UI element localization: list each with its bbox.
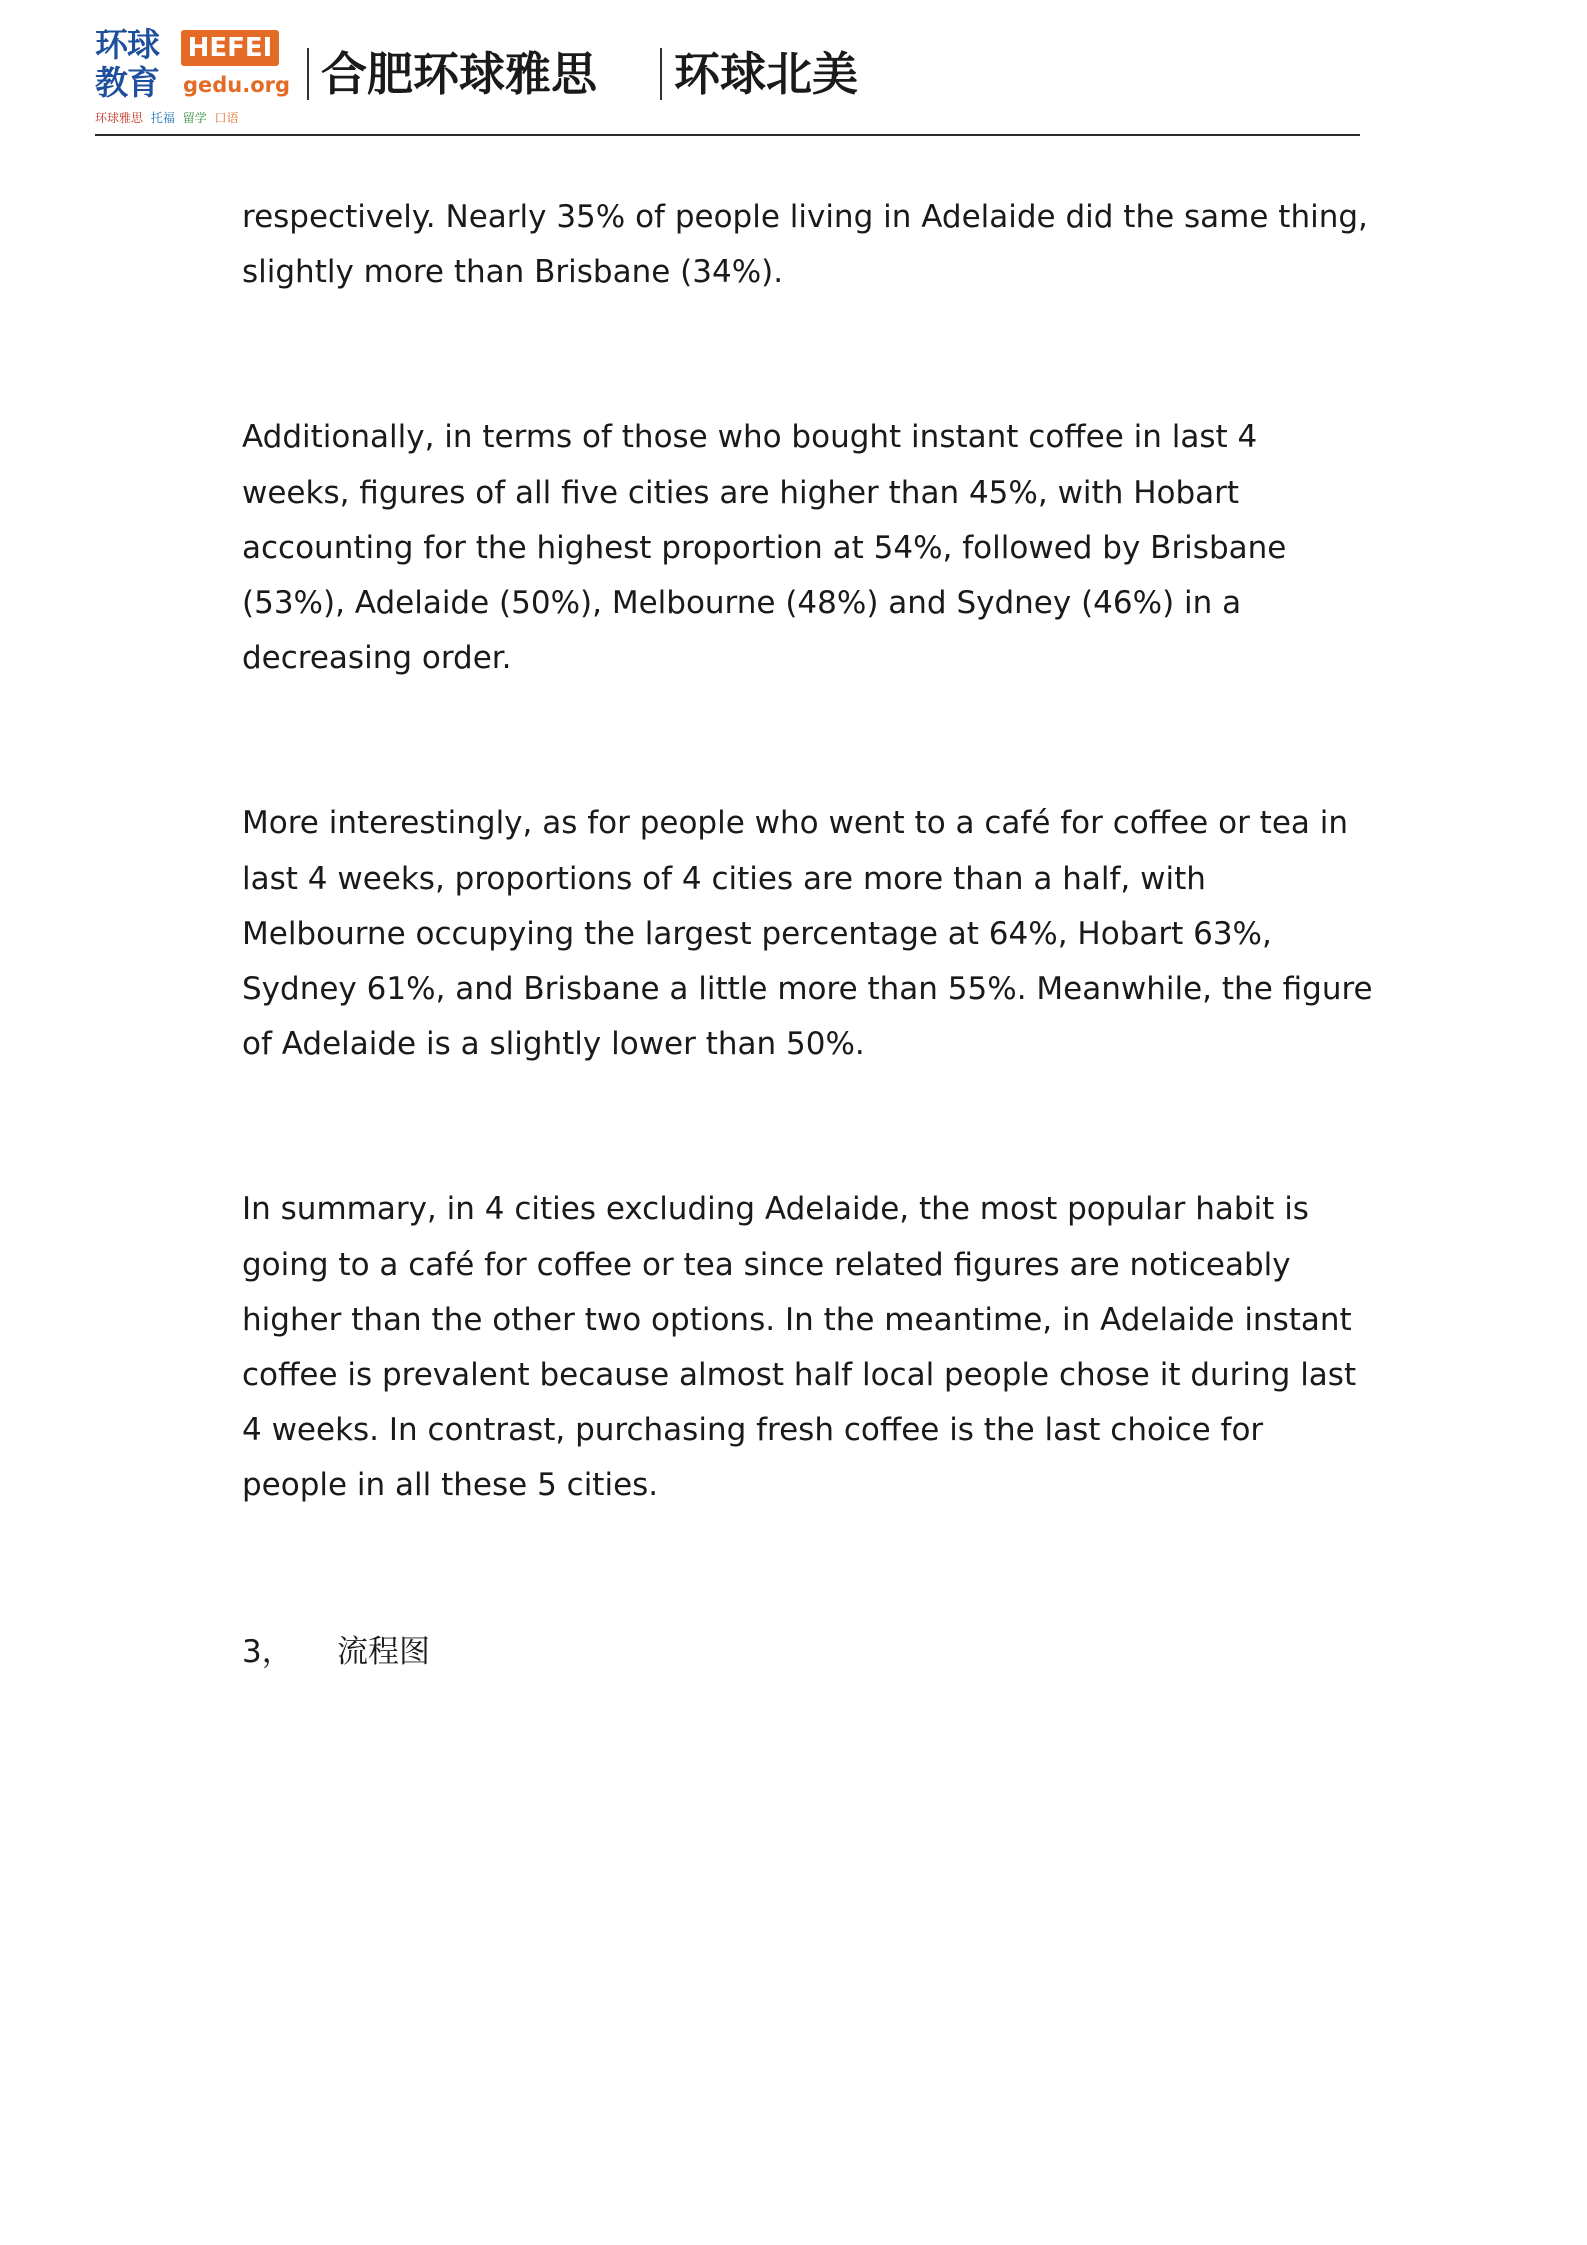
paragraph-line: accounting for the highest proportion at 54%, followed by Brisbane [242,529,1287,566]
header-divider [660,48,662,100]
section-heading [242,1627,430,1677]
paragraph [242,410,1382,686]
paragraph [242,1182,1382,1513]
logo-gedu-domain: gedu.org [183,73,291,97]
paragraph-line: slightly more than Brisbane (34%). [242,254,784,291]
paragraph-line: 4 weeks. In contrast, purchasing fresh coffee is the last choice for [242,1412,1264,1449]
paragraph-line: decreasing order. [242,640,512,677]
paragraph-line: going to a café for coffee or tea since related figures are noticeably [242,1246,1291,1283]
page-header [95,26,1360,136]
paragraph-line: people in all these 5 cities. [242,1467,659,1504]
document-body [242,190,1382,1514]
paragraph-line: In summary, in 4 cities excluding Adelaide, the most popular habit is [242,1191,1309,1228]
paragraph-line: (53%), Adelaide (50%), Melbourne (48%) and Sydney (46%) in a [242,585,1242,622]
header-rule [95,134,1360,136]
section-title: 流程图 [337,1634,430,1670]
paragraph [242,796,1382,1072]
paragraph-line: higher than the other two options. In the meantime, in Adelaide instant [242,1301,1352,1338]
gedu-logo [95,26,290,131]
paragraph-line: Melbourne occupying the largest percentage at 64%, Hobart 63%, [242,915,1272,952]
paragraph-line: Sydney 61%, and Brisbane a little more than 55%. Meanwhile, the figure [242,971,1373,1008]
paragraph-line: weeks, figures of all five cities are higher than 45%, with Hobart [242,474,1240,511]
logo-subtitle [95,110,295,126]
logo-sub-item: 环球雅思 [95,111,144,125]
paragraph-line: respectively. Nearly 35% of people living in Adelaide did the same thing, [242,199,1368,235]
paragraph-line: of Adelaide is a slightly lower than 50%. [242,1026,865,1063]
paragraph [242,190,1382,300]
header-title-left: 合肥环球雅思 [321,47,597,101]
paragraph-line: More interestingly, as for people who went to a café for coffee or tea in [242,805,1349,842]
header-title-right: 环球北美 [674,47,858,101]
paragraph-gap [242,686,1382,796]
paragraph-line: coffee is prevalent because almost half local people chose it during last [242,1357,1357,1394]
logo-sub-item: 口语 [214,111,239,125]
header-divider [307,48,309,100]
logo-sub-item: 托福 [150,111,175,125]
logo-sub-item: 留学 [182,111,207,125]
logo-cn-line1: 环球 [95,25,159,64]
logo-cn-line2: 教育 [95,63,159,102]
paragraph-gap [242,300,1382,410]
logo-hefei-badge: HEFEI [181,30,279,66]
paragraph-line: last 4 weeks, proportions of 4 cities are more than a half, with [242,860,1206,897]
paragraph-line: Additionally, in terms of those who bought instant coffee in last 4 [242,419,1258,456]
section-number: 3， [242,1634,293,1670]
logo-cn-text [95,26,179,102]
paragraph-gap [242,1072,1382,1182]
